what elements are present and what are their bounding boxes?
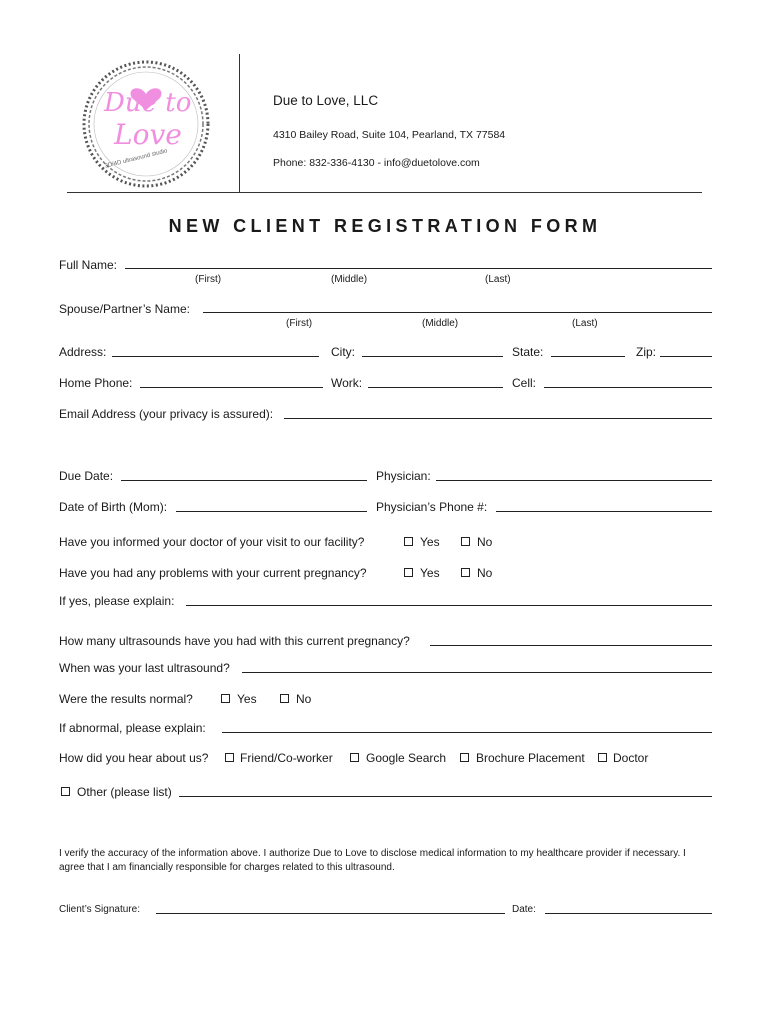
doctor-label: Doctor [613,751,649,765]
normal-no-checkbox[interactable] [280,694,289,703]
disclaimer-text: I verify the accuracy of the information above. I authorize Due to Love to disclose medical information to my healthcare provider if necessary. I agree that I am financially responsible for charges related to this ultrasound. [59,848,686,873]
normal-no-label: No [296,692,312,706]
home-phone-label: Home Phone: [59,376,133,390]
q-problems-label: Have you had any problems with your current pregnancy? [59,566,367,580]
state-field[interactable] [551,356,625,357]
email-field[interactable] [284,418,712,419]
due-date-label: Due Date: [59,469,114,483]
normal-yes-label: Yes [237,692,257,706]
problems-yes-checkbox[interactable] [404,568,413,577]
logo-text-line1: Due to [104,88,192,118]
date-field[interactable] [545,913,712,914]
full-name-middle-label: (Middle) [331,274,368,285]
header-divider-horizontal [67,192,702,193]
informed-yes-label: Yes [420,535,440,549]
spouse-middle-label: (Middle) [422,318,459,329]
zip-label: Zip: [636,345,657,359]
work-phone-field[interactable] [368,387,503,388]
spouse-first-label: (First) [286,318,313,329]
how-many-field[interactable] [430,645,712,646]
q-normal-label: Were the results normal? [59,692,193,706]
company-name: Due to Love, LLC [273,93,379,108]
other-checkbox[interactable] [61,787,70,796]
company-contact: Phone: 832-336-4130 - info@duetolove.com [273,157,480,169]
dob-field[interactable] [176,511,367,512]
date-label: Date: [512,904,536,915]
state-label: State: [512,345,544,359]
spouse-name-label: Spouse/Partner’s Name: [59,302,190,316]
dob-label: Date of Birth (Mom): [59,500,168,514]
city-label: City: [331,345,355,359]
home-phone-field[interactable] [140,387,323,388]
informed-no-label: No [477,535,493,549]
other-field[interactable] [179,796,712,797]
other-label: Other (please list) [77,785,172,799]
cell-label: Cell: [512,376,537,390]
due-date-field[interactable] [121,480,367,481]
physician-label: Physician: [376,469,431,483]
doctor-checkbox[interactable] [598,753,607,762]
explain-label: If yes, please explain: [59,594,175,608]
email-label: Email Address (your privacy is assured): [59,407,274,421]
explain-field[interactable] [186,605,712,606]
normal-yes-checkbox[interactable] [221,694,230,703]
header-divider-vertical [239,54,240,193]
q-hear-label: How did you hear about us? [59,751,209,765]
client-signature-label: Client’s Signature: [59,904,140,915]
client-signature-field[interactable] [156,913,505,914]
work-label: Work: [331,376,363,390]
brochure-checkbox[interactable] [460,753,469,762]
address-label: Address: [59,345,107,359]
informed-no-checkbox[interactable] [461,537,470,546]
logo-text-line2: Love [114,118,182,151]
full-name-label: Full Name: [59,258,118,272]
abnormal-label: If abnormal, please explain: [59,721,206,735]
google-label: Google Search [366,751,447,765]
q-how-many-label: How many ultrasounds have you had with this current pregnancy? [59,634,410,648]
problems-no-checkbox[interactable] [461,568,470,577]
problems-no-label: No [477,566,493,580]
problems-yes-label: Yes [420,566,440,580]
last-ultrasound-field[interactable] [242,672,712,673]
q-informed-label: Have you informed your doctor of your visit to our facility? [59,535,365,549]
abnormal-field[interactable] [222,732,712,733]
full-name-field[interactable] [125,268,712,269]
full-name-last-label: (Last) [485,274,511,285]
google-checkbox[interactable] [350,753,359,762]
friend-checkbox[interactable] [225,753,234,762]
logo-ring-text: 3D/4D ultrasound studio [104,148,169,170]
spouse-name-field[interactable] [203,312,712,313]
friend-label: Friend/Co-worker [240,751,333,765]
physician-phone-field[interactable] [496,511,712,512]
cell-phone-field[interactable] [544,387,712,388]
city-field[interactable] [362,356,503,357]
zip-field[interactable] [660,356,712,357]
informed-yes-checkbox[interactable] [404,537,413,546]
logo [78,58,214,190]
full-name-first-label: (First) [195,274,222,285]
form-title: NEW CLIENT REGISTRATION FORM [168,216,602,236]
spouse-last-label: (Last) [572,318,598,329]
brochure-label: Brochure Placement [476,751,585,765]
q-last-label: When was your last ultrasound? [59,661,230,675]
address-field[interactable] [112,356,319,357]
company-address: 4310 Bailey Road, Suite 104, Pearland, TX 77584 [273,129,506,141]
physician-field[interactable] [436,480,712,481]
physician-phone-label: Physician’s Phone #: [376,500,488,514]
